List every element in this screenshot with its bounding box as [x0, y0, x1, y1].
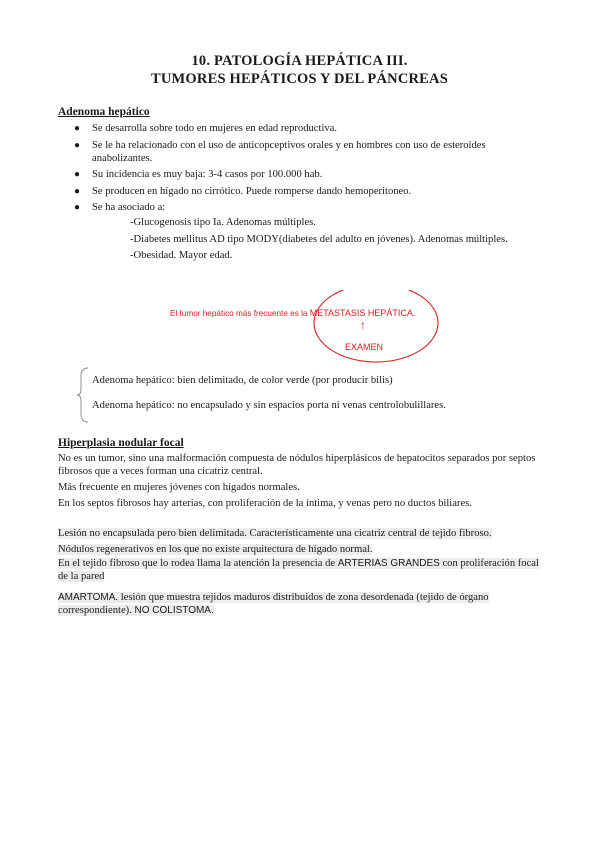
title-line-1: 10. PATOLOGÍA HEPÁTICA III.: [191, 53, 408, 69]
highlighted-line: Lesión no encapsulada pero bien delimitada. Característicamente una cicatriz central de tejido fibroso.: [58, 528, 492, 539]
highlighted-line: Nódulos regenerativos en los que no existe arquitectura de hígado normal.: [58, 544, 373, 555]
highlighted-notes: [58, 527, 543, 617]
association-list: [130, 216, 560, 266]
amartoma-line: [58, 592, 489, 616]
list-item-text: Se producen en hígado no cirrótico. Puede romperse dando hemoperitoneo.: [92, 185, 412, 197]
association-item: -Obesidad. Mayor edad.: [130, 250, 233, 261]
list-item: [58, 185, 528, 198]
paragraph: Más frecuente en mujeres jóvenes con hígados normales.: [58, 482, 300, 493]
list-item-text: Se ha asociado a:: [92, 202, 166, 213]
list-item-text: Se le ha relacionado con el uso de anticopceptivos orales y en hombres con uso de esteroides anabolizantes.: [92, 139, 486, 164]
arterias-line: [58, 558, 539, 582]
brace-item: Adenoma hepático: bien delimitado, de color verde (por producir bilis): [92, 375, 393, 386]
brace-item: Adenoma hepático: no encapsulado y sin espacios porta ni venas centrolobulillares.: [92, 400, 446, 411]
amartoma-caps: AMARTOMA: [58, 592, 116, 603]
paragraph: No es un tumor, sino una malformación compuesta de nódulos hiperplásicos de hepatocitos separados por septos fibrosos que a veces forman una cicatriz central.: [58, 453, 536, 477]
association-item: -Glucogenosis tipo Ia. Adenomas múltiples.: [130, 217, 316, 228]
note-text: El tumor hepático más frecuente es la: [170, 309, 310, 318]
arterias-caps: ARTERIAS GRANDES: [337, 558, 440, 569]
association-item: -Diabetes mellitus AD tipo MODY(diabetes del adulto en jóvenes). Adenomas múltiples.: [130, 233, 508, 245]
arterias-suffix: con proliferación focal de la pared: [58, 558, 539, 582]
list-item-text: Se desarrolla sobre todo en mujeres en edad reproductiva.: [92, 123, 338, 134]
paragraph: En los septos fibrosos hay arterias, con proliferación de la íntima, y venas pero no ductos biliares.: [58, 498, 472, 509]
bullet-icon: ●: [74, 139, 81, 151]
list-item: [58, 139, 528, 165]
brace-icon: [76, 366, 90, 424]
handwritten-note: [170, 290, 440, 370]
bullet-icon: ●: [74, 169, 81, 180]
list-item: [58, 168, 528, 181]
page-title: [0, 53, 599, 88]
amartoma-text: . lesión que muestra tejidos maduros distribuidos de zona desordenada (tejido de órgano correspondiente).: [58, 592, 489, 616]
bullet-icon: ●: [74, 202, 81, 213]
circle-annotation-icon: [170, 290, 440, 370]
list-item-text: Su incidencia es muy baja: 3-4 casos por 100.000 hab.: [92, 169, 323, 180]
hnf-paragraphs: [58, 452, 538, 513]
no-colistoma: NO COLISTOMA.: [134, 605, 214, 616]
exam-label: EXAMEN: [345, 342, 384, 352]
arterias-prefix: En el tejido fibroso que lo rodea llama la atención la presencia de: [58, 558, 338, 569]
list-item: [58, 122, 528, 135]
adenoma-bullet-list: [58, 122, 528, 218]
note-circled-text: METASTASIS HEPÁTICA.: [309, 308, 416, 318]
hnf-heading: Hiperplasia nodular focal: [58, 437, 184, 449]
bullet-icon: ●: [74, 185, 81, 197]
brace-group: [76, 366, 556, 424]
list-item: [58, 201, 528, 214]
adenoma-heading: Adenoma hepático: [58, 106, 150, 118]
arrow-up-icon: ↑: [360, 318, 366, 332]
bullet-icon: ●: [74, 123, 81, 134]
title-line-2: TUMORES HEPÁTICOS Y DEL PÁNCREAS: [151, 71, 448, 87]
